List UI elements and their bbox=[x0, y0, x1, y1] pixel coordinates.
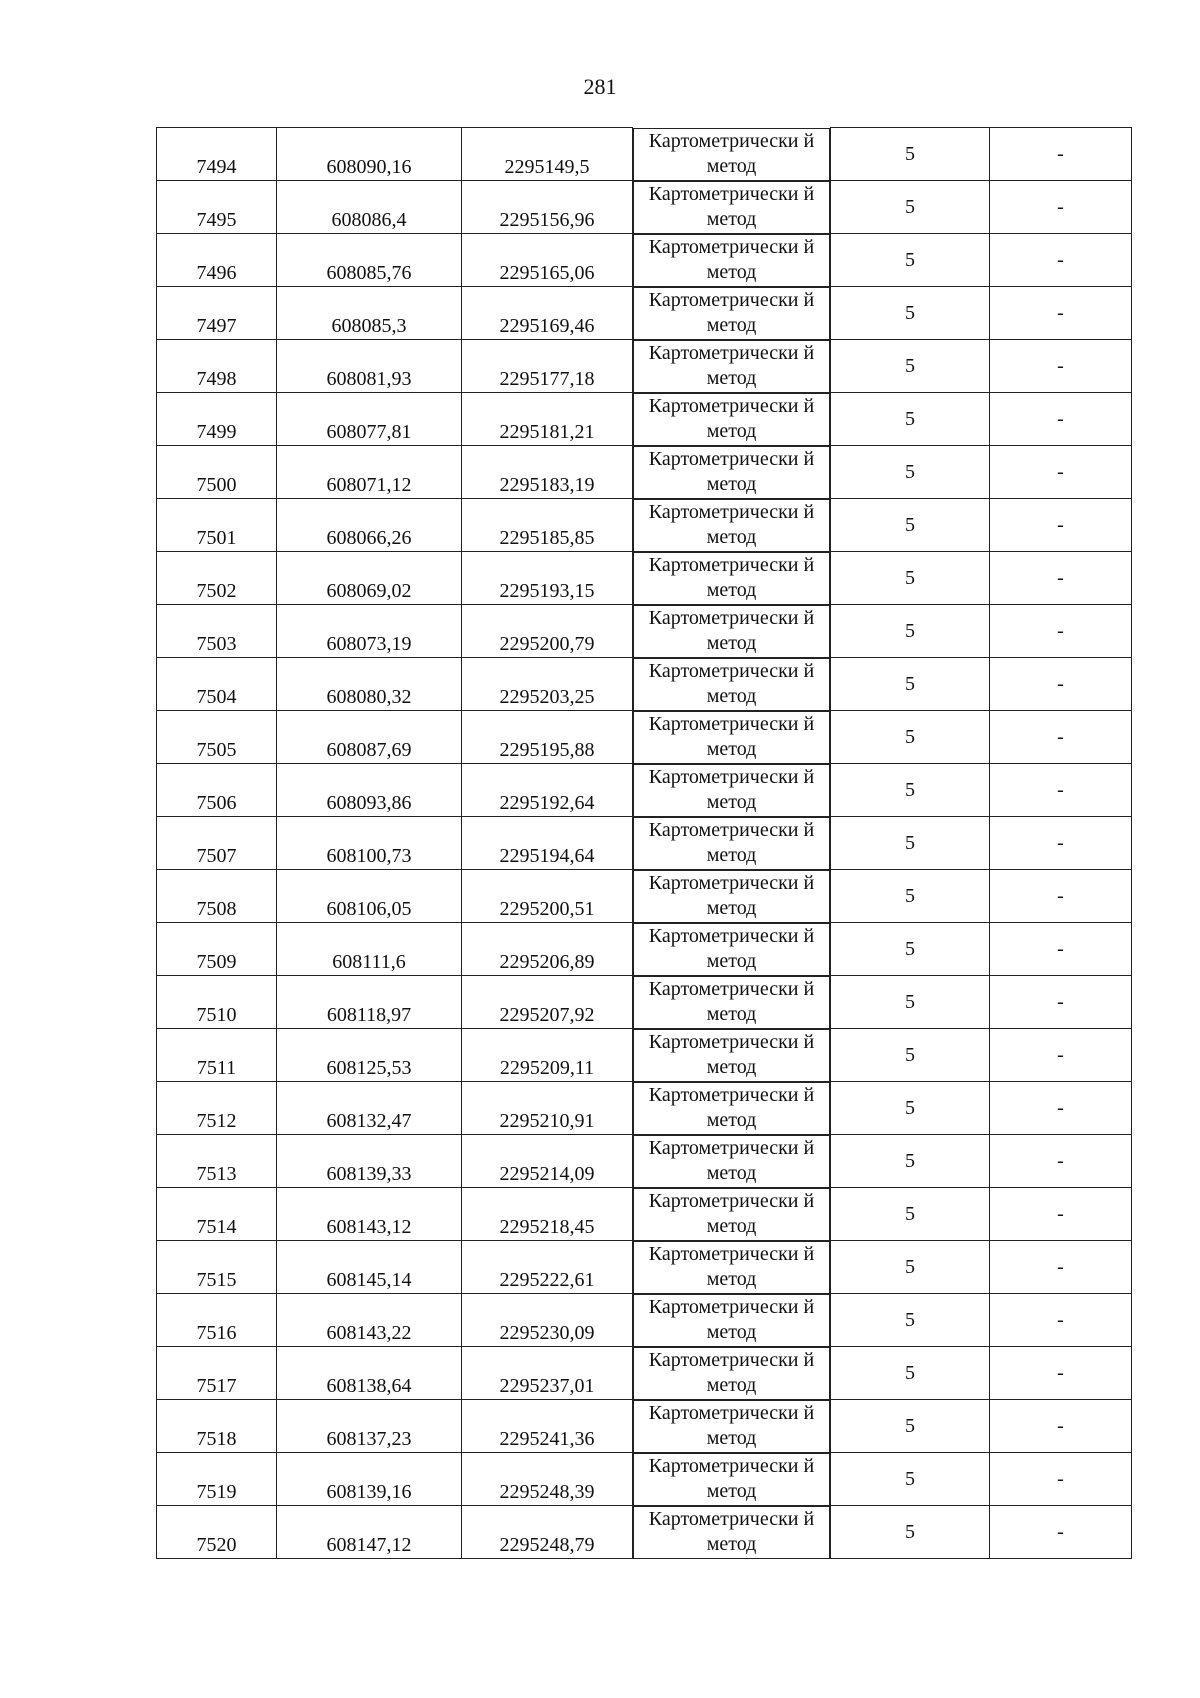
table-row bbox=[157, 128, 1132, 181]
method-cell: Картометрически й метод bbox=[633, 764, 830, 817]
note-cell: - bbox=[990, 870, 1132, 923]
point-number-cell: 7497 bbox=[157, 287, 277, 340]
table-row bbox=[157, 1082, 1132, 1135]
x-coordinate-cell: 608090,16 bbox=[277, 128, 462, 181]
point-number-cell: 7503 bbox=[157, 605, 277, 658]
point-number-cell: 7506 bbox=[157, 764, 277, 817]
method-cell: Картометрически й метод bbox=[633, 1506, 830, 1559]
y-coordinate-cell: 2295165,06 bbox=[462, 234, 633, 287]
y-coordinate-cell: 2295194,64 bbox=[462, 817, 633, 870]
table-row bbox=[157, 1453, 1132, 1506]
point-number-cell: 7520 bbox=[157, 1506, 277, 1559]
x-coordinate-cell: 608087,69 bbox=[277, 711, 462, 764]
point-number-cell: 7505 bbox=[157, 711, 277, 764]
table-row bbox=[157, 923, 1132, 976]
x-coordinate-cell: 608147,12 bbox=[277, 1506, 462, 1559]
y-coordinate-cell: 2295214,09 bbox=[462, 1135, 633, 1188]
y-coordinate-cell: 2295207,92 bbox=[462, 976, 633, 1029]
x-coordinate-cell: 608085,3 bbox=[277, 287, 462, 340]
y-coordinate-cell: 2295237,01 bbox=[462, 1347, 633, 1400]
point-number-cell: 7512 bbox=[157, 1082, 277, 1135]
accuracy-cell: 5 bbox=[831, 1241, 990, 1294]
note-cell: - bbox=[990, 128, 1132, 181]
table-row bbox=[157, 764, 1132, 817]
point-number-cell: 7498 bbox=[157, 340, 277, 393]
note-cell: - bbox=[990, 287, 1132, 340]
method-cell: Картометрически й метод bbox=[633, 499, 830, 552]
y-coordinate-cell: 2295181,21 bbox=[462, 393, 633, 446]
x-coordinate-cell: 608118,97 bbox=[277, 976, 462, 1029]
x-coordinate-cell: 608139,33 bbox=[277, 1135, 462, 1188]
point-number-cell: 7516 bbox=[157, 1294, 277, 1347]
table-row bbox=[157, 552, 1132, 605]
table-row bbox=[157, 1135, 1132, 1188]
accuracy-cell: 5 bbox=[831, 817, 990, 870]
method-cell: Картометрически й метод bbox=[633, 923, 830, 976]
x-coordinate-cell: 608100,73 bbox=[277, 817, 462, 870]
accuracy-cell: 5 bbox=[831, 1347, 990, 1400]
y-coordinate-cell: 2295248,79 bbox=[462, 1506, 633, 1559]
note-cell: - bbox=[990, 1082, 1132, 1135]
accuracy-cell: 5 bbox=[831, 711, 990, 764]
table-row bbox=[157, 1347, 1132, 1400]
y-coordinate-cell: 2295193,15 bbox=[462, 552, 633, 605]
method-cell: Картометрически й метод bbox=[633, 817, 830, 870]
point-number-cell: 7504 bbox=[157, 658, 277, 711]
method-cell: Картометрически й метод bbox=[633, 393, 830, 446]
x-coordinate-cell: 608143,22 bbox=[277, 1294, 462, 1347]
method-cell: Картометрически й метод bbox=[633, 605, 830, 658]
x-coordinate-cell: 608143,12 bbox=[277, 1188, 462, 1241]
x-coordinate-cell: 608093,86 bbox=[277, 764, 462, 817]
method-cell: Картометрически й метод bbox=[633, 1400, 830, 1453]
note-cell: - bbox=[990, 1029, 1132, 1082]
note-cell: - bbox=[990, 605, 1132, 658]
point-number-cell: 7501 bbox=[157, 499, 277, 552]
x-coordinate-cell: 608069,02 bbox=[277, 552, 462, 605]
note-cell: - bbox=[990, 552, 1132, 605]
note-cell: - bbox=[990, 711, 1132, 764]
note-cell: - bbox=[990, 1294, 1132, 1347]
note-cell: - bbox=[990, 446, 1132, 499]
y-coordinate-cell: 2295218,45 bbox=[462, 1188, 633, 1241]
accuracy-cell: 5 bbox=[831, 1082, 990, 1135]
x-coordinate-cell: 608125,53 bbox=[277, 1029, 462, 1082]
table-row bbox=[157, 446, 1132, 499]
note-cell: - bbox=[990, 499, 1132, 552]
accuracy-cell: 5 bbox=[831, 870, 990, 923]
accuracy-cell: 5 bbox=[831, 1029, 990, 1082]
note-cell: - bbox=[990, 976, 1132, 1029]
accuracy-cell: 5 bbox=[831, 181, 990, 234]
table-row bbox=[157, 870, 1132, 923]
note-cell: - bbox=[990, 1347, 1132, 1400]
x-coordinate-cell: 608137,23 bbox=[277, 1400, 462, 1453]
table-row bbox=[157, 287, 1132, 340]
accuracy-cell: 5 bbox=[831, 1453, 990, 1506]
y-coordinate-cell: 2295200,51 bbox=[462, 870, 633, 923]
table-row bbox=[157, 1029, 1132, 1082]
x-coordinate-cell: 608106,05 bbox=[277, 870, 462, 923]
method-cell: Картометрически й метод bbox=[633, 711, 830, 764]
y-coordinate-cell: 2295195,88 bbox=[462, 711, 633, 764]
accuracy-cell: 5 bbox=[831, 1294, 990, 1347]
point-number-cell: 7514 bbox=[157, 1188, 277, 1241]
accuracy-cell: 5 bbox=[831, 446, 990, 499]
table-row bbox=[157, 1241, 1132, 1294]
point-number-cell: 7515 bbox=[157, 1241, 277, 1294]
method-cell: Картометрически й метод bbox=[633, 1347, 830, 1400]
point-number-cell: 7508 bbox=[157, 870, 277, 923]
table-row bbox=[157, 817, 1132, 870]
note-cell: - bbox=[990, 181, 1132, 234]
y-coordinate-cell: 2295230,09 bbox=[462, 1294, 633, 1347]
y-coordinate-cell: 2295203,25 bbox=[462, 658, 633, 711]
x-coordinate-cell: 608081,93 bbox=[277, 340, 462, 393]
note-cell: - bbox=[990, 393, 1132, 446]
note-cell: - bbox=[990, 340, 1132, 393]
y-coordinate-cell: 2295177,18 bbox=[462, 340, 633, 393]
table-row bbox=[157, 181, 1132, 234]
x-coordinate-cell: 608138,64 bbox=[277, 1347, 462, 1400]
point-number-cell: 7510 bbox=[157, 976, 277, 1029]
page-number: 281 bbox=[583, 74, 617, 99]
x-coordinate-cell: 608080,32 bbox=[277, 658, 462, 711]
accuracy-cell: 5 bbox=[831, 976, 990, 1029]
method-cell: Картометрически й метод bbox=[633, 1241, 830, 1294]
point-number-cell: 7518 bbox=[157, 1400, 277, 1453]
method-cell: Картометрически й метод bbox=[633, 128, 830, 181]
point-number-cell: 7499 bbox=[157, 393, 277, 446]
point-number-cell: 7496 bbox=[157, 234, 277, 287]
table-row bbox=[157, 340, 1132, 393]
accuracy-cell: 5 bbox=[831, 393, 990, 446]
x-coordinate-cell: 608086,4 bbox=[277, 181, 462, 234]
table-row bbox=[157, 1506, 1132, 1559]
accuracy-cell: 5 bbox=[831, 1188, 990, 1241]
table-row bbox=[157, 1294, 1132, 1347]
accuracy-cell: 5 bbox=[831, 552, 990, 605]
y-coordinate-cell: 2295206,89 bbox=[462, 923, 633, 976]
method-cell: Картометрически й метод bbox=[633, 1453, 830, 1506]
method-cell: Картометрически й метод bbox=[633, 287, 830, 340]
x-coordinate-cell: 608077,81 bbox=[277, 393, 462, 446]
point-number-cell: 7500 bbox=[157, 446, 277, 499]
method-cell: Картометрически й метод bbox=[633, 1294, 830, 1347]
point-number-cell: 7509 bbox=[157, 923, 277, 976]
point-number-cell: 7513 bbox=[157, 1135, 277, 1188]
y-coordinate-cell: 2295241,36 bbox=[462, 1400, 633, 1453]
table-row bbox=[157, 1188, 1132, 1241]
y-coordinate-cell: 2295169,46 bbox=[462, 287, 633, 340]
table-row bbox=[157, 393, 1132, 446]
method-cell: Картометрически й метод bbox=[633, 552, 830, 605]
x-coordinate-cell: 608111,6 bbox=[277, 923, 462, 976]
accuracy-cell: 5 bbox=[831, 1506, 990, 1559]
x-coordinate-cell: 608139,16 bbox=[277, 1453, 462, 1506]
note-cell: - bbox=[990, 764, 1132, 817]
point-number-cell: 7495 bbox=[157, 181, 277, 234]
x-coordinate-cell: 608071,12 bbox=[277, 446, 462, 499]
note-cell: - bbox=[990, 1453, 1132, 1506]
method-cell: Картометрически й метод bbox=[633, 446, 830, 499]
table-row bbox=[157, 976, 1132, 1029]
y-coordinate-cell: 2295248,39 bbox=[462, 1453, 633, 1506]
method-cell: Картометрически й метод bbox=[633, 181, 830, 234]
note-cell: - bbox=[990, 1135, 1132, 1188]
table-row bbox=[157, 605, 1132, 658]
table-row bbox=[157, 711, 1132, 764]
point-number-cell: 7519 bbox=[157, 1453, 277, 1506]
point-number-cell: 7502 bbox=[157, 552, 277, 605]
y-coordinate-cell: 2295222,61 bbox=[462, 1241, 633, 1294]
accuracy-cell: 5 bbox=[831, 340, 990, 393]
method-cell: Картометрически й метод bbox=[633, 1029, 830, 1082]
accuracy-cell: 5 bbox=[831, 605, 990, 658]
y-coordinate-cell: 2295209,11 bbox=[462, 1029, 633, 1082]
y-coordinate-cell: 2295200,79 bbox=[462, 605, 633, 658]
accuracy-cell: 5 bbox=[831, 234, 990, 287]
accuracy-cell: 5 bbox=[831, 658, 990, 711]
note-cell: - bbox=[990, 234, 1132, 287]
table-row bbox=[157, 1400, 1132, 1453]
note-cell: - bbox=[990, 1241, 1132, 1294]
method-cell: Картометрически й метод bbox=[633, 1188, 830, 1241]
y-coordinate-cell: 2295192,64 bbox=[462, 764, 633, 817]
note-cell: - bbox=[990, 1400, 1132, 1453]
accuracy-cell: 5 bbox=[831, 1135, 990, 1188]
accuracy-cell: 5 bbox=[831, 923, 990, 976]
coordinates-table bbox=[156, 127, 1132, 1559]
accuracy-cell: 5 bbox=[831, 499, 990, 552]
x-coordinate-cell: 608073,19 bbox=[277, 605, 462, 658]
point-number-cell: 7507 bbox=[157, 817, 277, 870]
accuracy-cell: 5 bbox=[831, 1400, 990, 1453]
note-cell: - bbox=[990, 817, 1132, 870]
x-coordinate-cell: 608066,26 bbox=[277, 499, 462, 552]
method-cell: Картометрически й метод bbox=[633, 976, 830, 1029]
accuracy-cell: 5 bbox=[831, 128, 990, 181]
method-cell: Картометрически й метод bbox=[633, 658, 830, 711]
x-coordinate-cell: 608085,76 bbox=[277, 234, 462, 287]
note-cell: - bbox=[990, 1506, 1132, 1559]
y-coordinate-cell: 2295210,91 bbox=[462, 1082, 633, 1135]
note-cell: - bbox=[990, 923, 1132, 976]
table-row bbox=[157, 499, 1132, 552]
y-coordinate-cell: 2295185,85 bbox=[462, 499, 633, 552]
table-row bbox=[157, 658, 1132, 711]
table-row bbox=[157, 234, 1132, 287]
accuracy-cell: 5 bbox=[831, 764, 990, 817]
point-number-cell: 7517 bbox=[157, 1347, 277, 1400]
y-coordinate-cell: 2295156,96 bbox=[462, 181, 633, 234]
x-coordinate-cell: 608132,47 bbox=[277, 1082, 462, 1135]
point-number-cell: 7511 bbox=[157, 1029, 277, 1082]
point-number-cell: 7494 bbox=[157, 128, 277, 181]
y-coordinate-cell: 2295149,5 bbox=[462, 128, 633, 181]
method-cell: Картометрически й метод bbox=[633, 1135, 830, 1188]
method-cell: Картометрически й метод bbox=[633, 1082, 830, 1135]
note-cell: - bbox=[990, 658, 1132, 711]
method-cell: Картометрически й метод bbox=[633, 870, 830, 923]
note-cell: - bbox=[990, 1188, 1132, 1241]
accuracy-cell: 5 bbox=[831, 287, 990, 340]
method-cell: Картометрически й метод bbox=[633, 340, 830, 393]
x-coordinate-cell: 608145,14 bbox=[277, 1241, 462, 1294]
coordinates-table-body bbox=[157, 128, 1132, 1559]
y-coordinate-cell: 2295183,19 bbox=[462, 446, 633, 499]
method-cell: Картометрически й метод bbox=[633, 234, 830, 287]
